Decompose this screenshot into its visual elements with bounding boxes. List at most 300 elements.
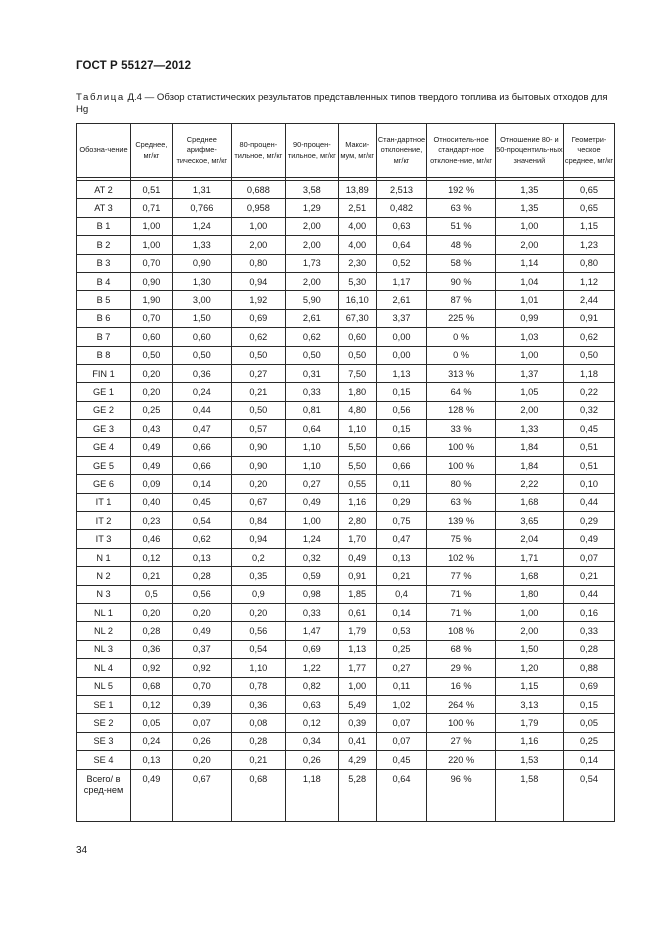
value-cell: 3,37 [376,309,427,327]
row-label-cell: NL 2 [77,622,131,640]
value-cell: 0,27 [376,659,427,677]
value-cell: 0,68 [131,677,173,695]
value-cell: 0,70 [172,677,231,695]
value-cell: 4,29 [338,751,376,769]
table-row [77,695,615,713]
value-cell: 75 % [427,530,495,548]
value-cell: 1,15 [495,677,563,695]
value-cell: 0,13 [172,548,231,566]
value-cell: 0,08 [231,714,285,732]
table-row [77,603,615,621]
value-cell: 0,80 [231,254,285,272]
value-cell: 1,31 [172,181,231,199]
value-cell: 0,13 [376,548,427,566]
row-label-cell: AT 3 [77,199,131,217]
column-header: Среднее, мг/кг [131,124,173,178]
value-cell: 1,37 [495,364,563,382]
value-cell: 0,71 [131,199,173,217]
value-cell: 0,51 [131,181,173,199]
value-cell: 0,32 [564,401,615,419]
page-number: 34 [76,845,88,856]
value-cell: 0,31 [285,364,338,382]
value-cell: 0,26 [285,751,338,769]
value-cell: 225 % [427,309,495,327]
value-cell: 0,24 [172,383,231,401]
value-cell: 0,50 [285,346,338,364]
total-value-cell: 0,49 [131,769,173,821]
value-cell: 5,50 [338,438,376,456]
value-cell: 0,28 [131,622,173,640]
value-cell: 0,52 [376,254,427,272]
value-cell: 0,36 [231,695,285,713]
value-cell: 2,04 [495,530,563,548]
value-cell: 0,50 [564,346,615,364]
value-cell: 0,90 [131,272,173,290]
value-cell: 0,15 [376,383,427,401]
row-label-cell: SE 3 [77,732,131,750]
value-cell: 0,81 [285,401,338,419]
value-cell: 0,50 [338,346,376,364]
value-cell: 0,64 [285,420,338,438]
value-cell: 192 % [427,181,495,199]
value-cell: 1,35 [495,199,563,217]
value-cell: 1,90 [131,291,173,309]
value-cell: 0,20 [172,603,231,621]
value-cell: 2,00 [495,401,563,419]
value-cell: 0,12 [285,714,338,732]
value-cell: 0,28 [172,567,231,585]
value-cell: 1,92 [231,291,285,309]
row-label-cell: N 2 [77,567,131,585]
value-cell: 0,65 [564,181,615,199]
value-cell: 0,90 [231,438,285,456]
value-cell: 0,688 [231,181,285,199]
value-cell: 1,18 [564,364,615,382]
value-cell: 0,94 [231,530,285,548]
value-cell: 0,63 [285,695,338,713]
value-cell: 1,05 [495,383,563,401]
value-cell: 128 % [427,401,495,419]
total-value-cell: 5,28 [338,769,376,821]
value-cell: 3,65 [495,512,563,530]
value-cell: 0,11 [376,677,427,695]
value-cell: 0,29 [376,493,427,511]
row-label-cell: N 1 [77,548,131,566]
value-cell: 1,23 [564,236,615,254]
value-cell: 0,14 [376,603,427,621]
total-value-cell: 96 % [427,769,495,821]
value-cell: 0,82 [285,677,338,695]
table-row [77,236,615,254]
value-cell: 1,70 [338,530,376,548]
value-cell: 0,25 [376,640,427,658]
value-cell: 0,07 [376,732,427,750]
value-cell: 0,4 [376,585,427,603]
value-cell: 0,60 [172,328,231,346]
value-cell: 0,43 [131,420,173,438]
value-cell: 0,39 [172,695,231,713]
value-cell: 29 % [427,659,495,677]
table-row [77,493,615,511]
value-cell: 0,45 [376,751,427,769]
value-cell: 0,92 [131,659,173,677]
value-cell: 1,14 [495,254,563,272]
value-cell: 0,5 [131,585,173,603]
value-cell: 0,90 [231,456,285,474]
value-cell: 0,20 [172,751,231,769]
value-cell: 3,13 [495,695,563,713]
value-cell: 0,21 [131,567,173,585]
value-cell: 1,17 [376,272,427,290]
value-cell: 1,84 [495,438,563,456]
statistics-table [76,123,615,822]
value-cell: 2,80 [338,512,376,530]
value-cell: 0,56 [172,585,231,603]
table-row [77,567,615,585]
value-cell: 63 % [427,199,495,217]
value-cell: 67,30 [338,309,376,327]
column-header: Стан-дартное отклонение, мг/кг [376,124,427,178]
value-cell: 0,62 [231,328,285,346]
value-cell: 48 % [427,236,495,254]
value-cell: 0,20 [131,383,173,401]
value-cell: 139 % [427,512,495,530]
value-cell: 0,41 [338,732,376,750]
row-label-cell: B 5 [77,291,131,309]
row-label-cell: AT 2 [77,181,131,199]
value-cell: 0,50 [231,346,285,364]
value-cell: 0,69 [564,677,615,695]
column-header: Среднее арифме-тическое, мг/кг [172,124,231,178]
table-caption-text: Д.4 — Обзор статистических результатов представленных типов твердого топлива из бытовых отходов для Hg [76,92,608,115]
value-cell: 0,61 [338,603,376,621]
value-cell: 0,35 [231,567,285,585]
value-cell: 0,66 [376,438,427,456]
value-cell: 0,20 [131,603,173,621]
value-cell: 0,91 [338,567,376,585]
value-cell: 0,05 [564,714,615,732]
value-cell: 2,00 [285,217,338,235]
table-row [77,364,615,382]
value-cell: 0,27 [285,475,338,493]
value-cell: 0,20 [231,475,285,493]
table-row [77,217,615,235]
value-cell: 0,15 [376,420,427,438]
value-cell: 100 % [427,714,495,732]
value-cell: 0,49 [564,530,615,548]
value-cell: 1,10 [285,438,338,456]
table-row [77,420,615,438]
value-cell: 0 % [427,328,495,346]
row-label-cell: SE 4 [77,751,131,769]
value-cell: 1,10 [285,456,338,474]
value-cell: 0,20 [131,364,173,382]
value-cell: 0,47 [172,420,231,438]
value-cell: 0,99 [495,309,563,327]
table-row [77,732,615,750]
value-cell: 3,00 [172,291,231,309]
row-label-cell: FIN 1 [77,364,131,382]
value-cell: 71 % [427,603,495,621]
row-label-cell: NL 3 [77,640,131,658]
value-cell: 0,37 [172,640,231,658]
value-cell: 0,15 [564,695,615,713]
table-row [77,199,615,217]
value-cell: 100 % [427,438,495,456]
value-cell: 0,69 [231,309,285,327]
row-label-cell: SE 1 [77,695,131,713]
table-row [77,309,615,327]
value-cell: 27 % [427,732,495,750]
table-row [77,530,615,548]
table-row [77,401,615,419]
value-cell: 0,14 [172,475,231,493]
value-cell: 1,15 [564,217,615,235]
value-cell: 1,24 [285,530,338,548]
value-cell: 0,70 [131,254,173,272]
row-label-cell: GE 6 [77,475,131,493]
value-cell: 0,10 [564,475,615,493]
value-cell: 0,29 [564,512,615,530]
row-label-cell: B 7 [77,328,131,346]
value-cell: 0,39 [338,714,376,732]
value-cell: 0,44 [564,585,615,603]
table-row [77,751,615,769]
value-cell: 33 % [427,420,495,438]
row-label-cell: IT 2 [77,512,131,530]
value-cell: 0,25 [131,401,173,419]
value-cell: 2,61 [376,291,427,309]
value-cell: 264 % [427,695,495,713]
value-cell: 0,2 [231,548,285,566]
value-cell: 68 % [427,640,495,658]
value-cell: 0,36 [131,640,173,658]
value-cell: 4,00 [338,236,376,254]
value-cell: 0,958 [231,199,285,217]
value-cell: 2,44 [564,291,615,309]
value-cell: 0,22 [564,383,615,401]
value-cell: 0,98 [285,585,338,603]
table-row [77,475,615,493]
value-cell: 1,00 [338,677,376,695]
value-cell: 1,04 [495,272,563,290]
value-cell: 2,00 [285,236,338,254]
value-cell: 0,40 [131,493,173,511]
value-cell: 1,16 [495,732,563,750]
value-cell: 0,49 [131,438,173,456]
value-cell: 0,51 [564,438,615,456]
table-row [77,622,615,640]
value-cell: 0,62 [172,530,231,548]
value-cell: 63 % [427,493,495,511]
value-cell: 0,26 [172,732,231,750]
value-cell: 0,66 [172,438,231,456]
value-cell: 51 % [427,217,495,235]
column-header: Относитель-ное стандарт-ное отклоне-ние, мг/кг [427,124,495,178]
column-header: Обозна-чение [77,124,131,178]
value-cell: 16 % [427,677,495,695]
value-cell: 80 % [427,475,495,493]
value-cell: 1,80 [495,585,563,603]
value-cell: 0,33 [285,383,338,401]
value-cell: 1,20 [495,659,563,677]
value-cell: 2,30 [338,254,376,272]
value-cell: 0,84 [231,512,285,530]
value-cell: 0,50 [172,346,231,364]
table-row [77,659,615,677]
row-label-cell: GE 3 [77,420,131,438]
value-cell: 108 % [427,622,495,640]
value-cell: 2,00 [495,622,563,640]
value-cell: 0,766 [172,199,231,217]
value-cell: 71 % [427,585,495,603]
value-cell: 1,68 [495,493,563,511]
value-cell: 0,9 [231,585,285,603]
value-cell: 0,46 [131,530,173,548]
value-cell: 0,62 [564,328,615,346]
value-cell: 0,53 [376,622,427,640]
row-label-cell: B 2 [77,236,131,254]
value-cell: 2,61 [285,309,338,327]
value-cell: 64 % [427,383,495,401]
row-label-cell: IT 3 [77,530,131,548]
value-cell: 0 % [427,346,495,364]
value-cell: 0,75 [376,512,427,530]
value-cell: 0,27 [231,364,285,382]
value-cell: 0,70 [131,309,173,327]
value-cell: 0,12 [131,695,173,713]
document-code: ГОСТ Р 55127—2012 [76,60,192,72]
value-cell: 1,30 [172,272,231,290]
value-cell: 0,94 [231,272,285,290]
value-cell: 1,00 [285,512,338,530]
value-cell: 2,22 [495,475,563,493]
value-cell: 0,13 [131,751,173,769]
value-cell: 0,66 [172,456,231,474]
value-cell: 1,03 [495,328,563,346]
total-value-cell: 0,64 [376,769,427,821]
table-caption [76,92,616,116]
value-cell: 0,45 [172,493,231,511]
value-cell: 1,00 [231,217,285,235]
total-row [77,769,615,821]
value-cell: 5,50 [338,456,376,474]
value-cell: 0,25 [564,732,615,750]
value-cell: 313 % [427,364,495,382]
value-cell: 0,60 [131,328,173,346]
value-cell: 0,91 [564,309,615,327]
table-row [77,383,615,401]
total-value-cell: 0,67 [172,769,231,821]
value-cell: 1,80 [338,383,376,401]
row-label-cell: GE 5 [77,456,131,474]
table-row [77,181,615,199]
table-caption-lead: Таблица [76,92,125,103]
value-cell: 0,65 [564,199,615,217]
value-cell: 1,33 [172,236,231,254]
value-cell: 1,13 [338,640,376,658]
value-cell: 1,68 [495,567,563,585]
value-cell: 4,00 [338,217,376,235]
value-cell: 0,66 [376,456,427,474]
table-row [77,548,615,566]
column-header: Геометри-ческое среднее, мг/кг [564,124,615,178]
value-cell: 0,482 [376,199,427,217]
table-row [77,512,615,530]
column-header: 80-процен-тильное, мг/кг [231,124,285,178]
value-cell: 5,90 [285,291,338,309]
row-label-cell: B 8 [77,346,131,364]
table-row [77,346,615,364]
value-cell: 0,63 [376,217,427,235]
value-cell: 102 % [427,548,495,566]
value-cell: 0,62 [285,328,338,346]
value-cell: 2,00 [495,236,563,254]
value-cell: 0,11 [376,475,427,493]
value-cell: 0,60 [338,328,376,346]
value-cell: 1,00 [495,217,563,235]
value-cell: 2,51 [338,199,376,217]
table-header-row [77,124,615,178]
value-cell: 2,513 [376,181,427,199]
value-cell: 13,89 [338,181,376,199]
value-cell: 1,00 [131,236,173,254]
value-cell: 7,50 [338,364,376,382]
value-cell: 0,56 [376,401,427,419]
value-cell: 0,55 [338,475,376,493]
row-label-cell: NL 1 [77,603,131,621]
row-label-cell: B 3 [77,254,131,272]
column-header: Макси-мум, мг/кг [338,124,376,178]
column-header: Отношение 80- и 50-процентиль-ных значений [495,124,563,178]
value-cell: 0,12 [131,548,173,566]
total-label-cell: Всего/ в сред-нем [77,769,131,821]
value-cell: 0,92 [172,659,231,677]
value-cell: 1,13 [376,364,427,382]
value-cell: 1,50 [172,309,231,327]
value-cell: 100 % [427,456,495,474]
table-row [77,714,615,732]
table-row [77,291,615,309]
value-cell: 1,22 [285,659,338,677]
value-cell: 1,79 [338,622,376,640]
value-cell: 0,49 [131,456,173,474]
value-cell: 0,51 [564,456,615,474]
value-cell: 0,59 [285,567,338,585]
total-value-cell: 0,68 [231,769,285,821]
value-cell: 0,80 [564,254,615,272]
value-cell: 16,10 [338,291,376,309]
value-cell: 5,49 [338,695,376,713]
total-value-cell: 1,58 [495,769,563,821]
value-cell: 77 % [427,567,495,585]
value-cell: 1,16 [338,493,376,511]
value-cell: 1,00 [495,346,563,364]
value-cell: 0,67 [231,493,285,511]
value-cell: 220 % [427,751,495,769]
value-cell: 0,00 [376,328,427,346]
value-cell: 5,30 [338,272,376,290]
table-row [77,254,615,272]
value-cell: 0,50 [131,346,173,364]
value-cell: 1,73 [285,254,338,272]
total-value-cell: 0,54 [564,769,615,821]
value-cell: 0,57 [231,420,285,438]
value-cell: 0,21 [231,751,285,769]
value-cell: 3,58 [285,181,338,199]
value-cell: 0,14 [564,751,615,769]
value-cell: 4,80 [338,401,376,419]
